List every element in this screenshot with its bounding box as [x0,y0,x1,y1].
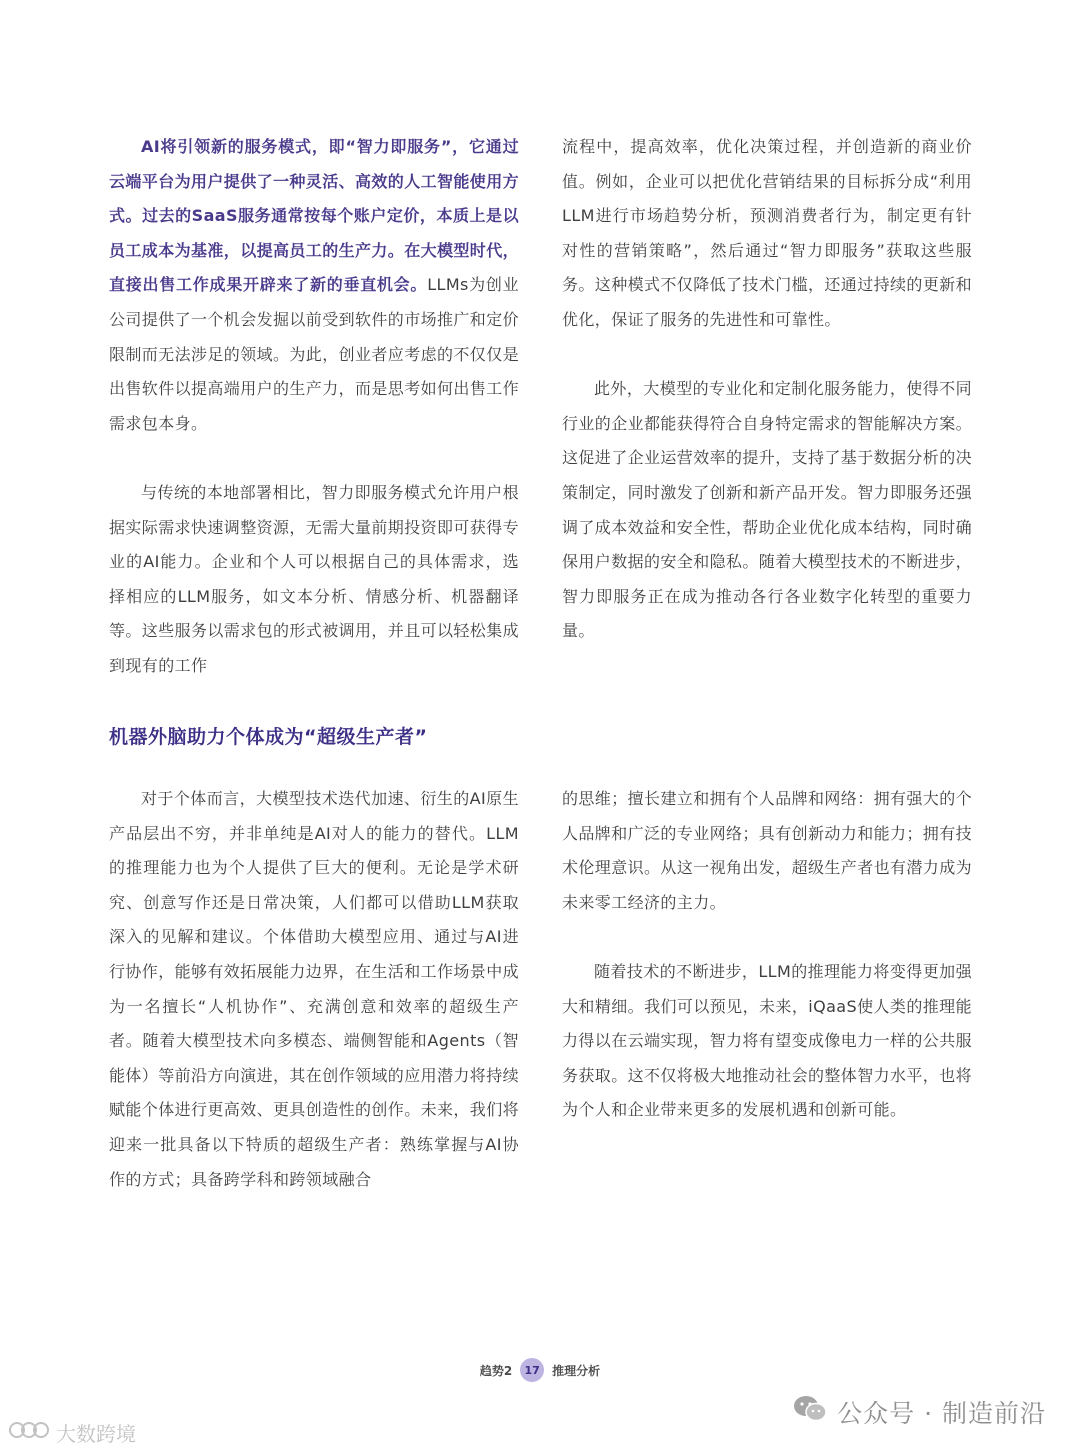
paragraph: 此外，大模型的专业化和定制化服务能力，使得不同行业的企业都能获得符合自身特定需求的智能解决方案。这促进了企业运营效率的提升，支持了基于数据分析的决策制定，同时激发了创新和新产品开发。智力即服务还强调了成本效益和安全性，帮助企业优化成本结构，同时确保用户数据的安全和隐私。随着大模型技术的不断进步，智力即服务正在成为推动各行各业数字化转型的重要力量。 [562,379,973,641]
paragraph: 与传统的本地部署相比，智力即服务模式允许用户根据实际需求快速调整资源，无需大量前期投资即可获得专业的AI能力。企业和个人可以根据自己的具体需求，选择相应的LLM服务，如文本分析、情感分析、机器翻译等。这些服务以需求包的形式被调用，并且可以轻松集成到现有的工作 [109,482,520,675]
column-right-bottom [562,782,972,1128]
emphasized-text: AI将引领新的服务模式，即“智力即服务”，它通过云端平台为用户提供了一种灵活、高效的人工智能使用方式。过去的SaaS服务通常按每个账户定价，本质上是以员工成本为基准，以提高员工的生产力。在大模型时代，直接出售工作成果开辟来了新的垂直机会。 [109,137,520,295]
paragraph-text: LLMs为创业公司提供了一个机会发掘以前受到软件的市场推广和定价限制而无法涉足的领域。为此，创业者应考虑的不仅仅是出售软件以提高端用户的生产力，而是思考如何出售工作需求包本身。 [109,275,520,433]
brand-watermark-text: 大数跨境 [56,1422,136,1446]
paragraph: 随着技术的不断进步，LLM的推理能力将变得更加强大和精细。我们可以预见，未来，iQaaS使人类的推理能力得以在云端实现，智力将有望变成像电力一样的公共服务获取。这不仅将极大地推动社会的整体智力水平，也将为个人和企业带来更多的发展机遇和创新可能。 [562,961,973,1120]
wechat-icon [793,1394,827,1430]
page-footer [0,1358,1080,1382]
footer-topic-label: 推理分析 [552,1363,601,1378]
wechat-watermark-text: 公众号 · 制造前沿 [837,1399,1046,1428]
column-left-top [109,130,519,684]
page-number-badge: 17 [520,1358,544,1382]
column-right-top [562,130,972,649]
footer-section-label: 趋势2 [479,1363,513,1378]
paragraph: 对于个体而言，大模型技术迭代加速、衍生的AI原生产品层出不穷，并非单纯是AI对人的能力的替代。LLM的推理能力也为个人提供了巨大的便利。无论是学术研究、创意写作还是日常决策，人们都可以借助LLM获取深入的见解和建议。个体借助大模型应用、通过与AI进行协作，能够有效拓展能力边界，在生活和工作场景中成为一名擅长“人机协作”、充满创意和效率的超级生产者。随着大模型技术向多模态、端侧智能和Agents（智能体）等前沿方向演进，其在创作领域的应用潜力将持续赋能个体进行更高效、更具创造性的创作。未来，我们将迎来一批具备以下特质的超级生产者：熟练掌握与AI协作的方式；具备跨学科和跨领域融合 [109,789,520,1189]
column-left-bottom [109,782,519,1197]
paragraph [109,130,519,441]
brand-watermark [8,1418,136,1447]
brand-logo-icon [8,1418,50,1447]
section-heading: 机器外脑助力个体成为“超级生产者” [109,726,428,748]
wechat-watermark [793,1394,1046,1430]
paragraph: 的思维；擅长建立和拥有个人品牌和网络：拥有强大的个人品牌和广泛的专业网络；具有创新动力和能力；拥有技术伦理意识。从这一视角出发，超级生产者也有潜力成为未来零工经济的主力。 [562,789,973,912]
paragraph: 流程中，提高效率，优化决策过程，并创造新的商业价值。例如，企业可以把优化营销结果的目标拆分成“利用LLM进行市场趋势分析，预测消费者行为，制定更有针对性的营销策略”，然后通过“智力即服务”获取这些服务。这种模式不仅降低了技术门槛，还通过持续的更新和优化，保证了服务的先进性和可靠性。 [562,137,973,329]
